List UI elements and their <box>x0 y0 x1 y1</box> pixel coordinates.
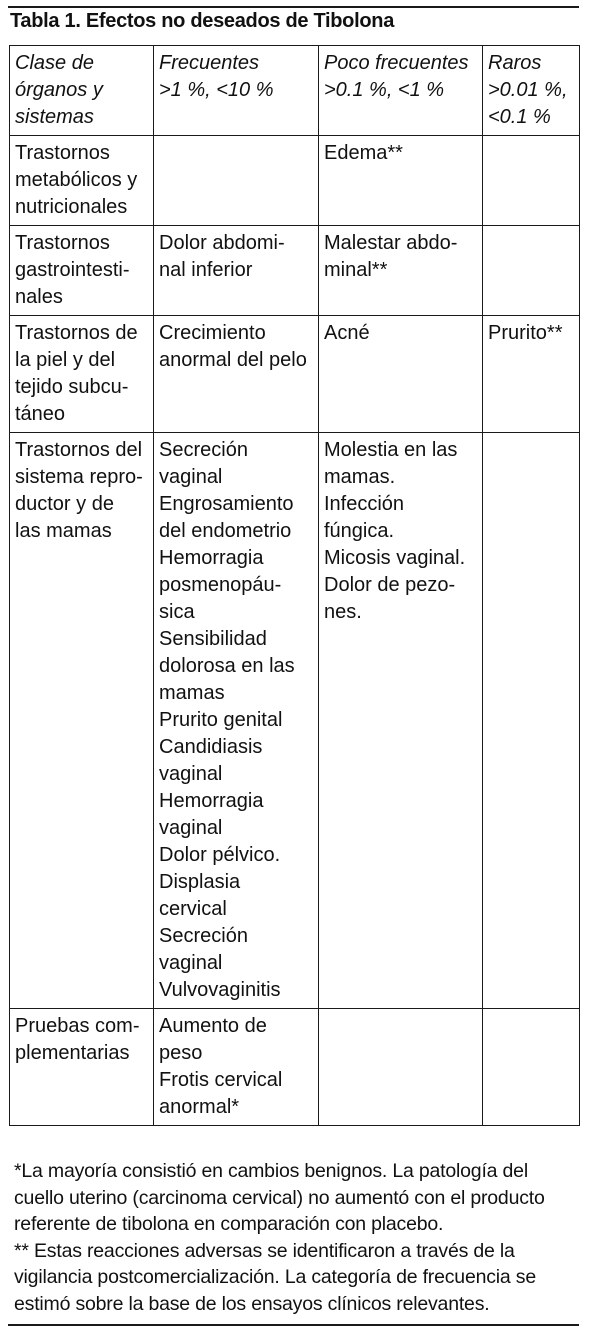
cell-line: Trastornos <box>15 232 110 254</box>
cell-line: la piel y del <box>15 349 116 371</box>
cell-line: ductor y de <box>15 493 114 515</box>
cell-line: Trastornos del <box>15 439 143 461</box>
table-row <box>10 136 580 226</box>
cell-line: Hemorragia <box>159 547 264 569</box>
cell-line: sistema repro- <box>15 466 143 488</box>
cell-line: Frotis cervical <box>159 1069 283 1091</box>
cell-line: sica <box>159 601 195 623</box>
cell-line: Edema** <box>324 142 403 164</box>
cell-line: posmenopáu- <box>159 574 282 596</box>
cell-line: vaginal <box>159 763 223 785</box>
cell-line: minal** <box>324 259 388 281</box>
bottom-rule <box>8 1324 579 1326</box>
cell-line: tejido subcu- <box>15 376 129 398</box>
table-title: Tabla 1. Efectos no deseados de Tibolona <box>10 10 395 32</box>
header-cell <box>154 46 319 136</box>
cell-line: Clase de <box>15 52 94 74</box>
top-rule <box>8 6 579 8</box>
table-cell <box>319 316 483 433</box>
cell-line: Trastornos de <box>15 322 138 344</box>
cell-line: Secreción <box>159 439 248 461</box>
cell-line: gastrointesti- <box>15 259 130 281</box>
cell-line: Dolor pélvico. <box>159 844 281 866</box>
cell-line: las mamas <box>15 520 112 542</box>
cell-line: Prurito** <box>488 322 563 344</box>
table-cell <box>154 136 319 226</box>
cell-line: órganos y <box>15 79 103 101</box>
table-cell <box>483 1009 580 1126</box>
cell-line: Hemorragia <box>159 790 264 812</box>
cell-line: dolorosa en las <box>159 655 295 677</box>
cell-line: Secreción <box>159 925 248 947</box>
table-row <box>10 226 580 316</box>
cell-line: <0.1 % <box>488 106 551 128</box>
cell-line: Frecuentes <box>159 52 260 74</box>
cell-line: Vulvovaginitis <box>159 979 281 1001</box>
footnote-1: *La mayoría consistió en cambios benignos. La patología del cuello uterino (carcinoma cervical) no aumentó con el producto referente de tibolona en comparación con placebo. <box>14 1160 545 1235</box>
cell-line: Prurito genital <box>159 709 283 731</box>
cell-line: mamas. <box>324 466 396 488</box>
cell-line: nal inferior <box>159 259 253 281</box>
table-cell <box>154 433 319 1009</box>
adverse-effects-table <box>9 45 580 1126</box>
cell-line: Dolor abdomi- <box>159 232 285 254</box>
cell-line: plementarias <box>15 1042 130 1064</box>
cell-line: Sensibilidad <box>159 628 267 650</box>
cell-line: peso <box>159 1042 203 1064</box>
table-cell <box>319 136 483 226</box>
table-cell <box>483 433 580 1009</box>
cell-line: Dolor de pezo- <box>324 574 456 596</box>
cell-line: >1 %, <10 % <box>159 79 274 101</box>
header-cell <box>10 46 154 136</box>
cell-line: Trastornos <box>15 142 110 164</box>
cell-line: Raros <box>488 52 542 74</box>
table-cell <box>10 433 154 1009</box>
cell-line: Aumento de <box>159 1015 267 1037</box>
cell-line: nutricionales <box>15 196 128 218</box>
cell-line: fúngica. <box>324 520 395 542</box>
table-footnotes <box>14 1158 574 1317</box>
cell-line: táneo <box>15 403 66 425</box>
cell-line: Poco frecuentes <box>324 52 469 74</box>
table-cell <box>483 316 580 433</box>
cell-line: nes. <box>324 601 362 623</box>
cell-line: anormal* <box>159 1096 240 1118</box>
cell-line: metabólicos y <box>15 169 138 191</box>
footnote-2: ** Estas reacciones adversas se identificaron a través de la vigilancia postcomercialización. La categoría de frecuencia se estimó sobre la base de los ensayos clínicos relevantes. <box>14 1239 536 1315</box>
cell-line: Infección <box>324 493 405 515</box>
header-cell <box>483 46 580 136</box>
cell-line: Displasia <box>159 871 241 893</box>
table-cell <box>154 226 319 316</box>
table-cell <box>10 1009 154 1126</box>
cell-line: Molestia en las <box>324 439 458 461</box>
cell-line: Acné <box>324 322 370 344</box>
cell-line: sistemas <box>15 106 94 128</box>
table-cell <box>10 136 154 226</box>
cell-line: Engrosamiento <box>159 493 294 515</box>
table-cell <box>10 226 154 316</box>
table-row <box>10 316 580 433</box>
cell-line: Pruebas com- <box>15 1015 140 1037</box>
cell-line: mamas <box>159 682 225 704</box>
table-cell <box>154 316 319 433</box>
cell-line: vaginal <box>159 952 223 974</box>
table-cell <box>319 226 483 316</box>
cell-line: Crecimiento <box>159 322 266 344</box>
table-cell <box>483 226 580 316</box>
cell-line: Candidiasis <box>159 736 263 758</box>
table-row <box>10 1009 580 1126</box>
table-cell <box>483 136 580 226</box>
table-cell <box>319 1009 483 1126</box>
cell-line: Malestar abdo- <box>324 232 458 254</box>
header-cell <box>319 46 483 136</box>
table-cell <box>10 316 154 433</box>
cell-line: Micosis vaginal. <box>324 547 466 569</box>
cell-line: vaginal <box>159 466 223 488</box>
table-row <box>10 433 580 1009</box>
cell-line: >0.01 %, <box>488 79 568 101</box>
header-row <box>10 46 580 136</box>
cell-line: vaginal <box>159 817 223 839</box>
table-cell <box>154 1009 319 1126</box>
cell-line: cervical <box>159 898 227 920</box>
cell-line: anormal del pelo <box>159 349 307 371</box>
cell-line: >0.1 %, <1 % <box>324 79 445 101</box>
table-cell <box>319 433 483 1009</box>
cell-line: nales <box>15 286 63 308</box>
cell-line: del endometrio <box>159 520 292 542</box>
